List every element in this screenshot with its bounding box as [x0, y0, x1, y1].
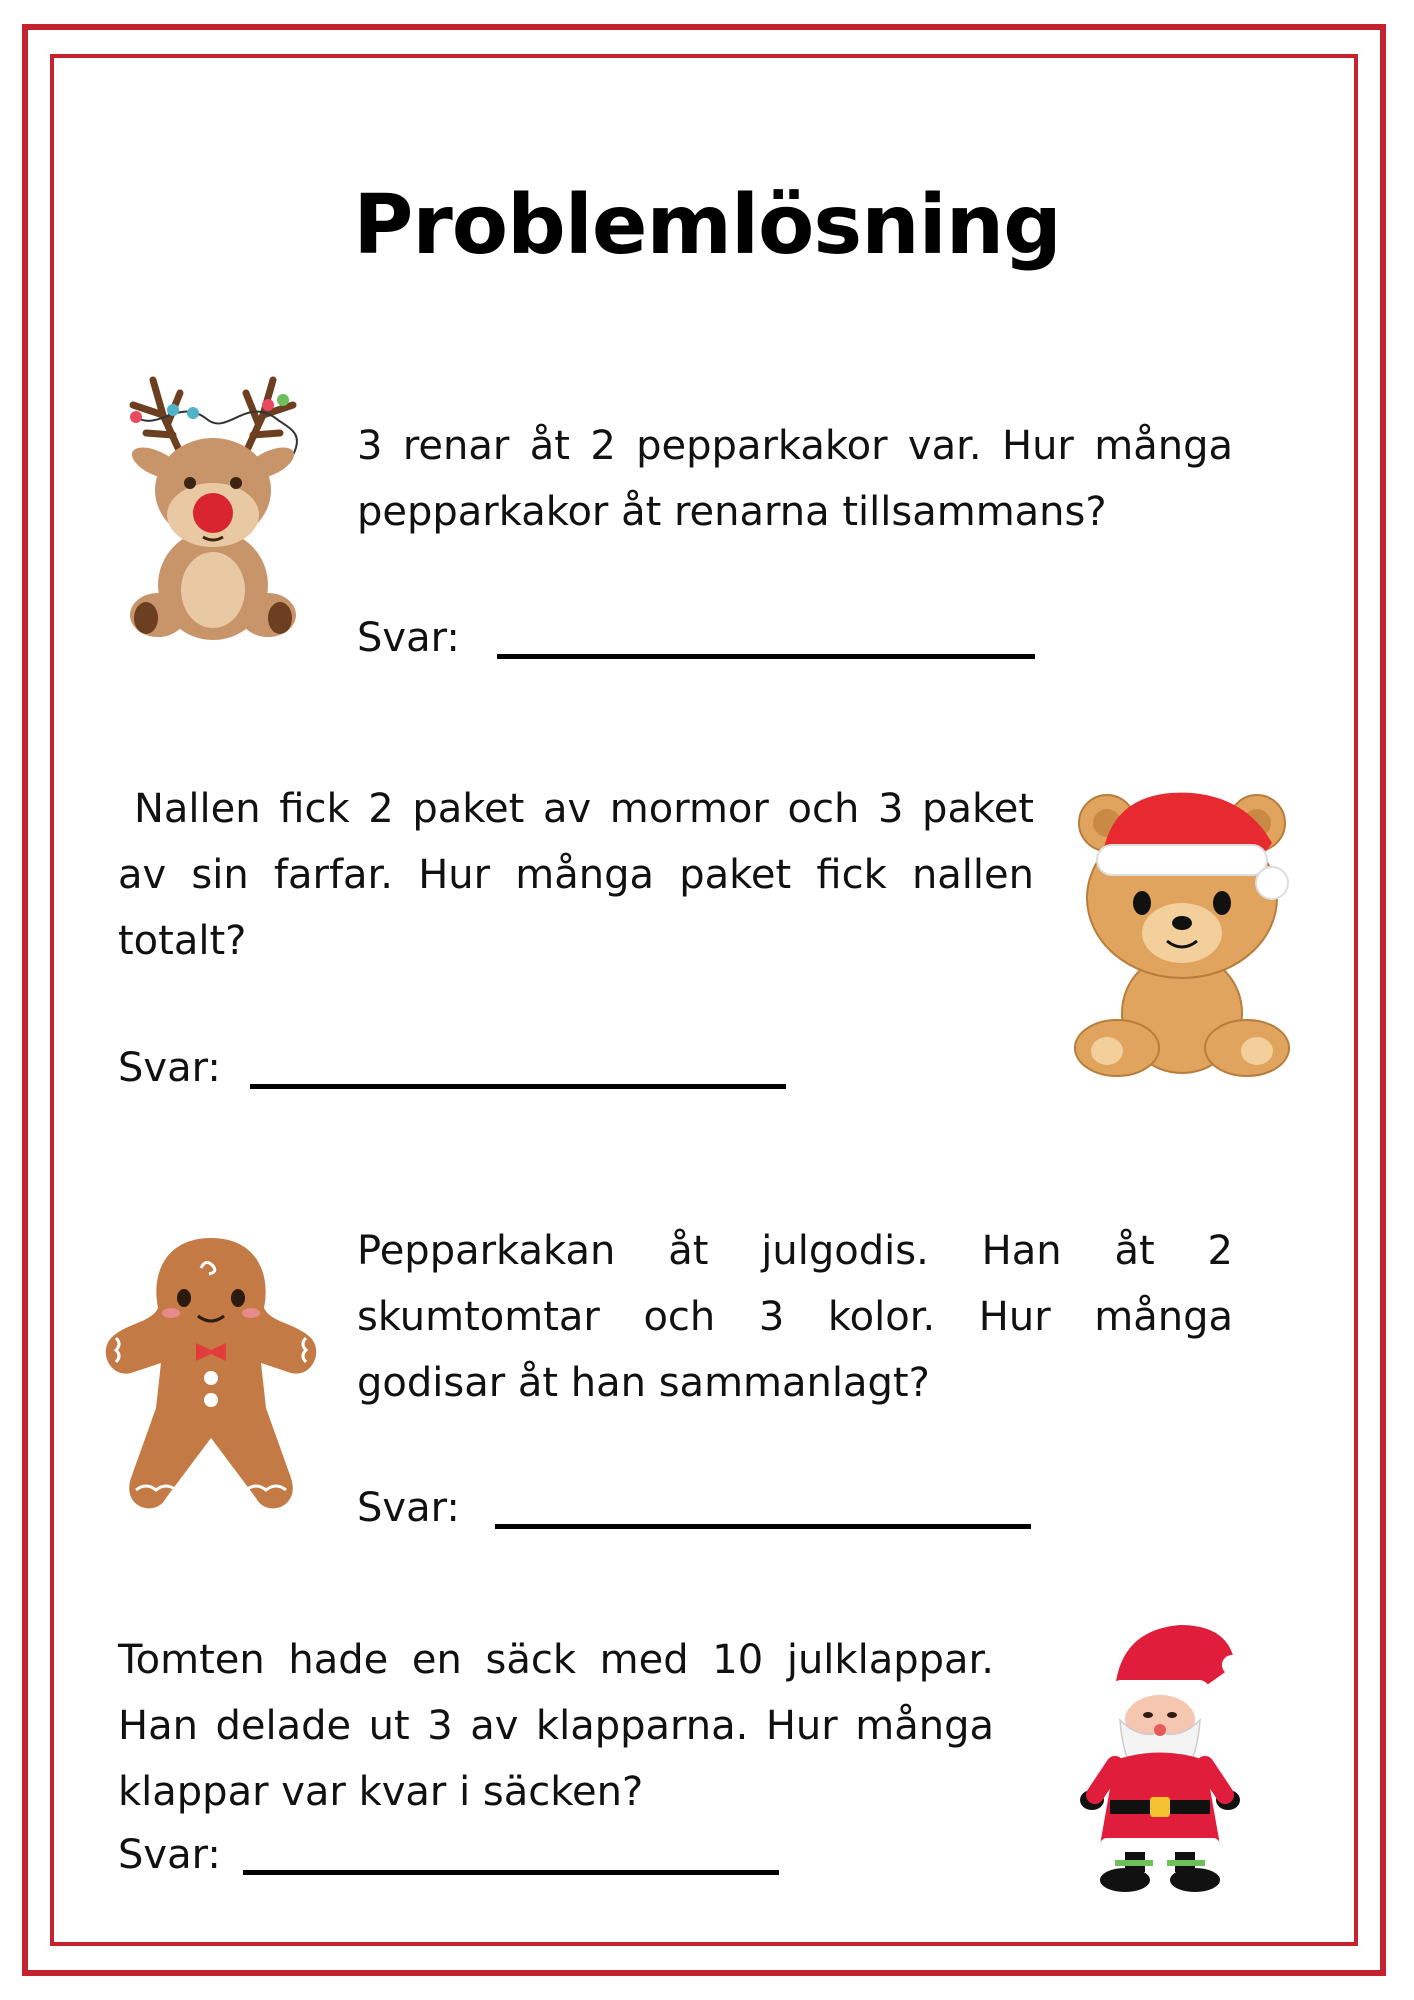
problem-3-answer-label: Svar:: [357, 1485, 460, 1531]
problem-3-answer-line[interactable]: [495, 1524, 1031, 1529]
reindeer-icon: [118, 375, 308, 645]
problem-2-answer-label: Svar:: [118, 1045, 221, 1091]
teddy-bear-icon: [1072, 783, 1292, 1093]
page-title: Problemlösning: [353, 178, 1061, 273]
problem-1-text: 3 renar åt 2 pepparkakor var. Hur många pepparkakor åt renarna tillsammans?: [357, 423, 1233, 535]
problem-3-text: Pepparkakan åt julgodis. Han åt 2 skumtomtar och 3 kolor. Hur många godisar åt han sammanlagt?: [357, 1228, 1233, 1406]
problem-4-text: Tomten hade en säck med 10 julklappar. Han delade ut 3 av klapparna. Hur många klappar var kvar i säcken?: [118, 1637, 994, 1815]
problem-1-answer-line[interactable]: [497, 654, 1035, 659]
problem-2-answer-line[interactable]: [250, 1084, 786, 1089]
gingerbread-man-icon: [96, 1228, 326, 1528]
santa-icon: [1070, 1620, 1255, 1900]
problem-4-answer-label: Svar:: [118, 1832, 221, 1878]
problem-4-answer-line[interactable]: [243, 1870, 779, 1875]
problem-1-answer-label: Svar:: [357, 615, 460, 661]
problem-2-text: Nallen fick 2 paket av mormor och 3 paket av sin farfar. Hur många paket fick nallen totalt?: [118, 786, 1034, 964]
